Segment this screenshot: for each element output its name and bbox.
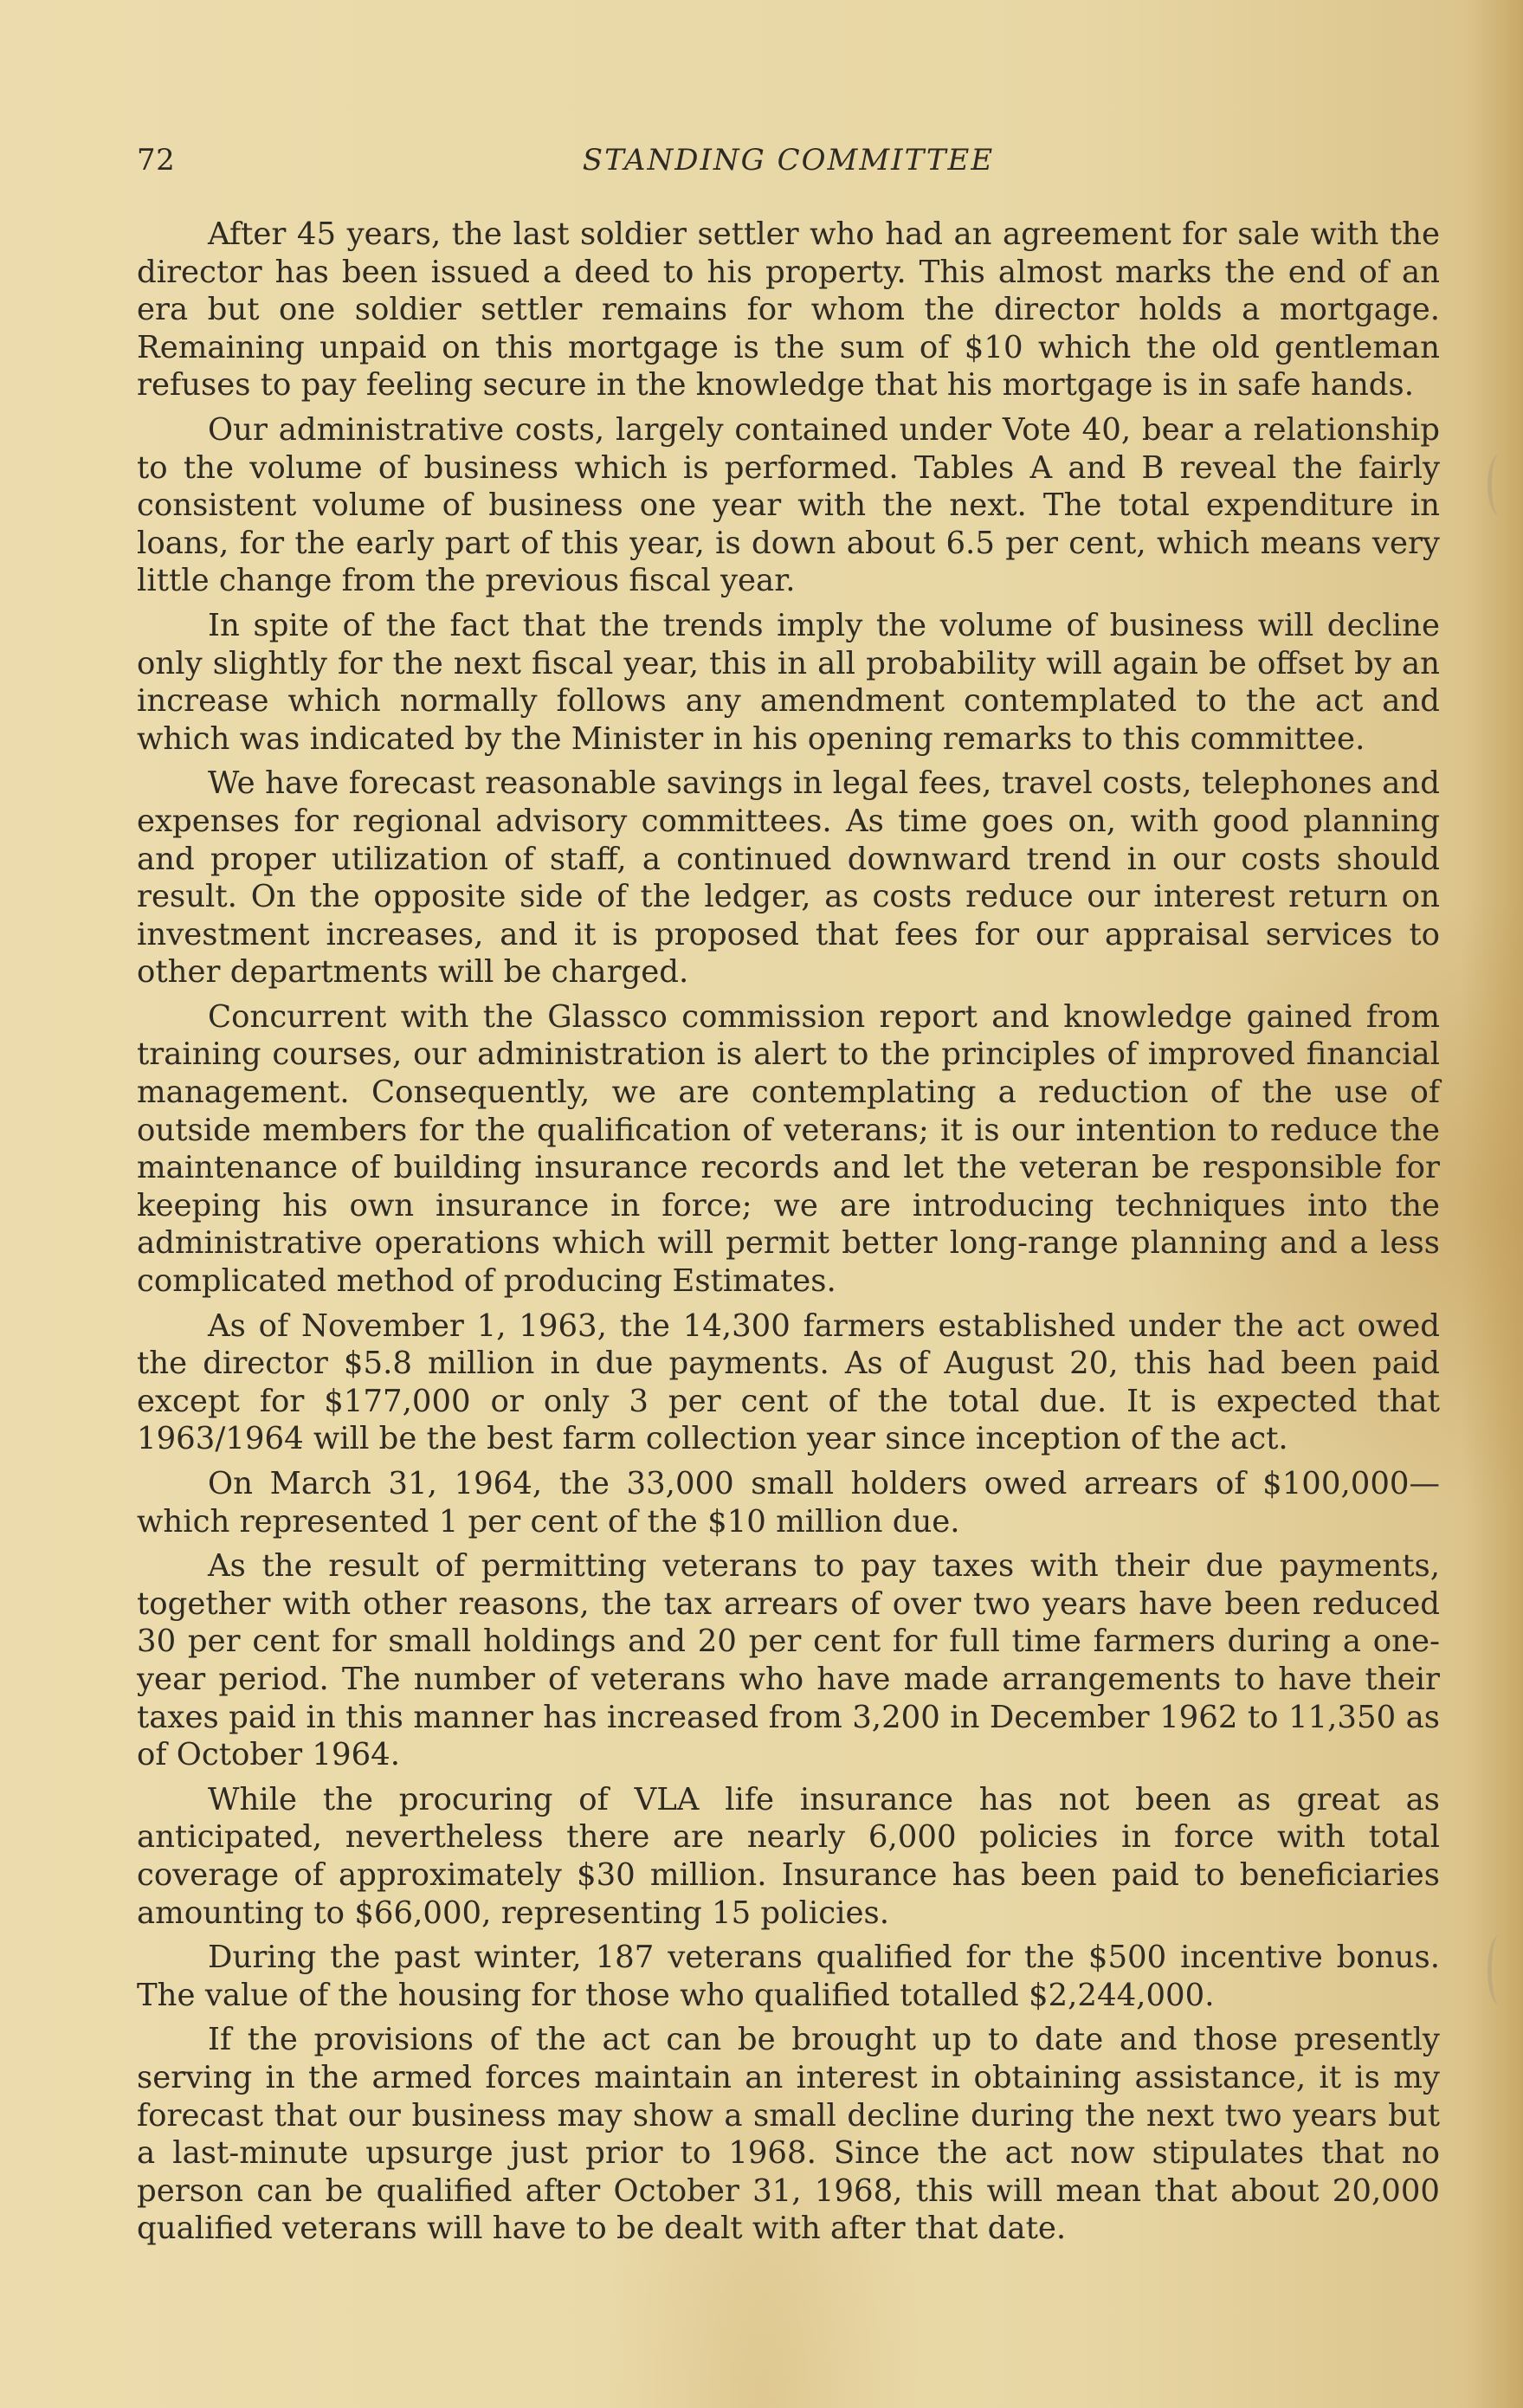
binding-hole-mark — [1488, 1935, 1511, 2005]
paragraph-incentive-bonus: During the past winter, 187 veterans qualified for the $500 incentive bonus. The value of the housing for those who qualified totalled $2,244,000. — [137, 1940, 1440, 2013]
page-number: 72 — [137, 143, 176, 178]
paragraph-farm-collections: As of November 1, 1963, the 14,300 farmers established under the act owed the director $5.8 million in due payments. As of August 20, this had been paid except for $177,000 or only 3 per cent of the total due. It is expected that 1963/1964 will be the best farm collection year since inception of the act. — [137, 1307, 1440, 1457]
body-text — [137, 216, 1440, 2248]
document-page — [137, 143, 1440, 2255]
binding-hole-mark — [1488, 455, 1511, 515]
paragraph-soldier-settler: After 45 years, the last soldier settler who had an agreement for sale with the director has been issued a deed to his property. This almost marks the end of an era but one soldier settler remains for whom the director holds a mortgage. Remaining unpaid on this mortgage is the sum of $10 which the old gentleman refuses to pay feeling secure in the knowledge that his mortgage is in safe hands. — [137, 216, 1440, 403]
paragraph-administrative-costs: Our administrative costs, largely contained under Vote 40, bear a relationship to the volume of business which is performed. Tables A and B reveal the fairly consistent volume of business one year with the next. The total expenditure in loans, for the early part of this year, is down about 6.5 per cent, which means very little change from the previous fiscal year. — [137, 411, 1440, 599]
paragraph-life-insurance: While the procuring of VLA life insurance has not been as great as anticipated, nevertheless there are nearly 6,000 policies in force with total coverage of approximately $30 million. Insurance has been paid to beneficiaries amounting to $66,000, representing 15 policies. — [137, 1781, 1440, 1931]
running-header — [137, 143, 1440, 183]
paragraph-small-holder-arrears: On March 31, 1964, the 33,000 small holders owed arrears of $100,000— which represented 1 per cent of the $10 million due. — [137, 1466, 1440, 1540]
paragraph-business-trends: In spite of the fact that the trends imply the volume of business will decline only slightly for the next fiscal year, this in all probability will again be offset by an increase which normally follows any amendment contemplated to the act and which was indicated by the Minister in his opening remarks to this committee. — [137, 607, 1440, 757]
paragraph-forecast-savings: We have forecast reasonable savings in legal fees, travel costs, telephones and expenses for regional advisory committees. As time goes on, with good planning and proper utilization of staff, a continued downward trend in our costs should result. On the opposite side of the ledger, as costs reduce our interest return on investment increases, and it is proposed that fees for our appraisal services to other departments will be charged. — [137, 765, 1440, 991]
running-title: STANDING COMMITTEE — [582, 143, 995, 178]
paragraph-financial-management: Concurrent with the Glassco commission report and knowledge gained from training courses, our administration is alert to the principles of improved financial management. Consequently, we are contemplating a reduction of the use of outside members for the qualification of veterans; it is our intention to reduce the maintenance of building insurance records and let the veteran be responsible for keeping his own insurance in force; we are introducing techniques into the administrative operations which will permit better long-range planning and a less complicated method of producing Estimates. — [137, 998, 1440, 1300]
paragraph-tax-arrears: As the result of permitting veterans to pay taxes with their due payments, together with other reasons, the tax arrears of over two years have been reduced 30 per cent for small holdings and 20 per cent for full time farmers during a one-year period. The number of veterans who have made arrangements to have their taxes paid in this manner has increased from 3,200 in December 1962 to 11,350 as of October 1964. — [137, 1548, 1440, 1773]
paragraph-business-forecast: If the provisions of the act can be brought up to date and those presently serving in the armed forces maintain an interest in obtaining assistance, it is my forecast that our business may show a small decline during the next two years but a last-minute upsurge just prior to 1968. Since the act now stipulates that no person can be qualified after October 31, 1968, this will mean that about 20,000 qualified veterans will have to be dealt with after that date. — [137, 2022, 1440, 2247]
